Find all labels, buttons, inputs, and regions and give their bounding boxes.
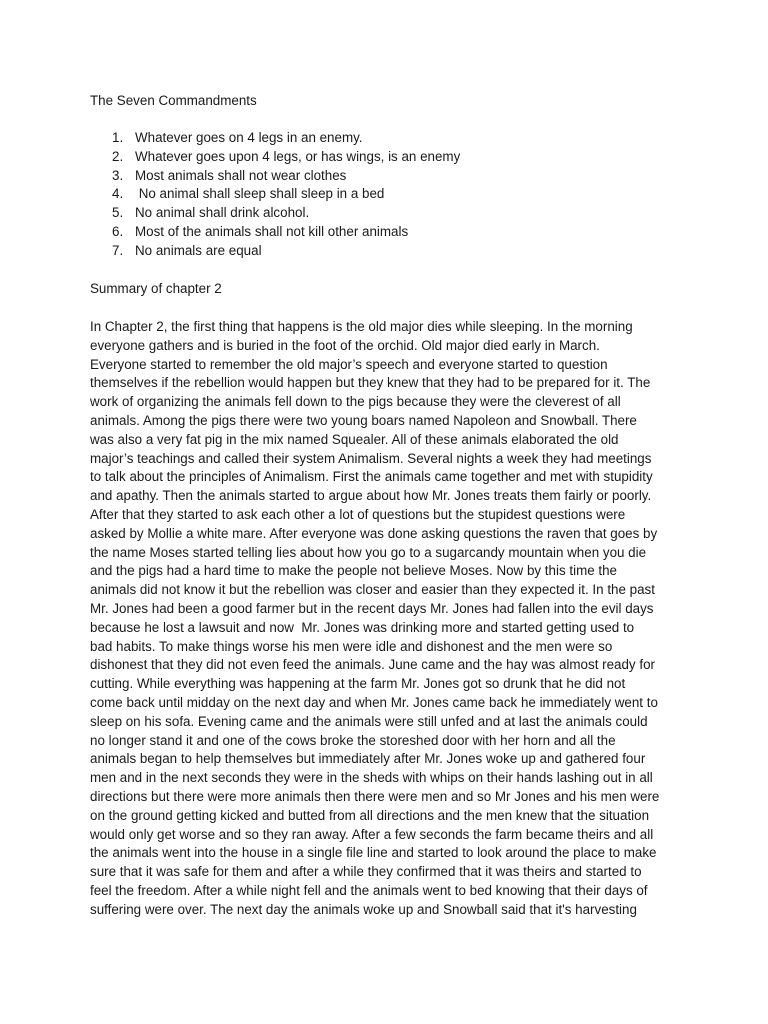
- summary-line: everyone gathers and is buried in the foot of the orchid. Old major died early in March.: [90, 337, 600, 353]
- summary-paragraph: [90, 318, 690, 920]
- commandment-number: 4.: [112, 186, 124, 202]
- summary-line: on the ground getting kicked and butted from all directions and the men knew that the situation: [90, 807, 650, 823]
- summary-line: work of organizing the animals fell down to the pigs because they were the cleverest of all: [90, 394, 621, 410]
- commandment-text: No animal shall drink alcohol.: [135, 205, 310, 221]
- summary-line: feel the freedom. After a while night fell and the animals went to bed knowing that their days of: [90, 882, 648, 898]
- summary-line: no longer stand it and one of the cows broke the storeshed door with her horn and all the: [90, 732, 616, 748]
- summary-line: Mr. Jones had been a good farmer but in the recent days Mr. Jones had fallen into the evil days: [90, 600, 654, 616]
- commandment-number: 7.: [112, 242, 124, 258]
- commandment-text: Most animals shall not wear clothes: [135, 167, 347, 183]
- commandment-number: 6.: [112, 223, 124, 239]
- summary-line: come back until midday on the next day and when Mr. Jones came back he immediately went to: [90, 694, 658, 710]
- commandment-text: Whatever goes upon 4 legs, or has wings, is an enemy: [135, 148, 461, 164]
- summary-line: animals did not know it but the rebellion was closer and easier than they expected it. In the past: [90, 582, 655, 598]
- summary-line: animals began to help themselves but immediately after Mr. Jones woke up and gathered four: [90, 751, 646, 767]
- summary-line: because he lost a lawsuit and now Mr. Jones was drinking more and started getting used to: [90, 619, 635, 635]
- summary-line: cutting. While everything was happening at the farm Mr. Jones got so drunk that he did not: [90, 676, 626, 692]
- commandment-text: Whatever goes on 4 legs in an enemy.: [135, 130, 363, 145]
- commandment-number: 2.: [112, 148, 124, 164]
- commandments-heading: The Seven Commandments: [90, 93, 257, 108]
- summary-line: men and in the next seconds they were in the sheds with whips on their hands lashing out in all: [90, 770, 653, 786]
- summary-line: and apathy. Then the animals started to argue about how Mr. Jones treats them fairly or poorly.: [90, 488, 652, 504]
- summary-line: directions but there were more animals then there were men and so Mr Jones and his men were: [90, 788, 660, 804]
- summary-line: After that they started to ask each other a lot of questions but the stupidest questions were: [90, 506, 626, 522]
- commandment-number: 1.: [112, 130, 124, 145]
- summary-line: animals. Among the pigs there were two young boars named Napoleon and Snowball. There: [90, 412, 637, 428]
- commandment-number: 3.: [112, 167, 124, 183]
- commandment-text: No animals are equal: [135, 242, 262, 258]
- summary-line: would only get worse and so they ran away. After a few seconds the farm became theirs and all: [90, 826, 654, 842]
- summary-heading: Summary of chapter 2: [90, 281, 222, 296]
- summary-line: sleep on his sofa. Evening came and the animals were still unfed and at last the animals could: [90, 713, 648, 729]
- summary-line: In Chapter 2, the first thing that happens is the old major dies while sleeping. In the morning: [90, 319, 633, 334]
- summary-line: major’s teachings and called their system Animalism. Several nights a week they had meetings: [90, 450, 652, 466]
- summary-line: asked by Mollie a white mare. After everyone was done asking questions the raven that goes by: [90, 525, 658, 541]
- summary-line: to talk about the principles of Animalism. First the animals came together and met with stupidity: [90, 469, 653, 485]
- summary-line: themselves if the rebellion would happen but they knew that they had to be prepared for it. The: [90, 375, 651, 391]
- summary-line: the name Moses started telling lies about how you go to a sugarcandy mountain when you die: [90, 544, 647, 560]
- summary-line: dishonest that they did not even feed the animals. June came and the hay was almost ready for: [90, 657, 655, 673]
- commandment-text: Most of the animals shall not kill other animals: [135, 223, 409, 239]
- summary-line: sure that it was safe for them and after a while they confirmed that it was theirs and started to: [90, 864, 642, 880]
- summary-line: bad habits. To make things worse his men were idle and dishonest and the men were so: [90, 638, 613, 654]
- summary-line: was also a very fat pig in the mix named Squealer. All of these animals elaborated the old: [90, 431, 619, 447]
- summary-line: Everyone started to remember the old major’s speech and everyone started to question: [90, 356, 608, 372]
- summary-line: suffering were over. The next day the animals woke up and Snowball said that it's harvesting: [90, 901, 637, 917]
- summary-line: and the pigs had a hard time to make the people not believe Moses. Now by this time the: [90, 563, 618, 579]
- commandment-number: 5.: [112, 205, 124, 221]
- commandment-text: No animal shall sleep shall sleep in a bed: [135, 186, 385, 202]
- summary-line: the animals went into the house in a single file line and started to look around the place to make: [90, 845, 657, 861]
